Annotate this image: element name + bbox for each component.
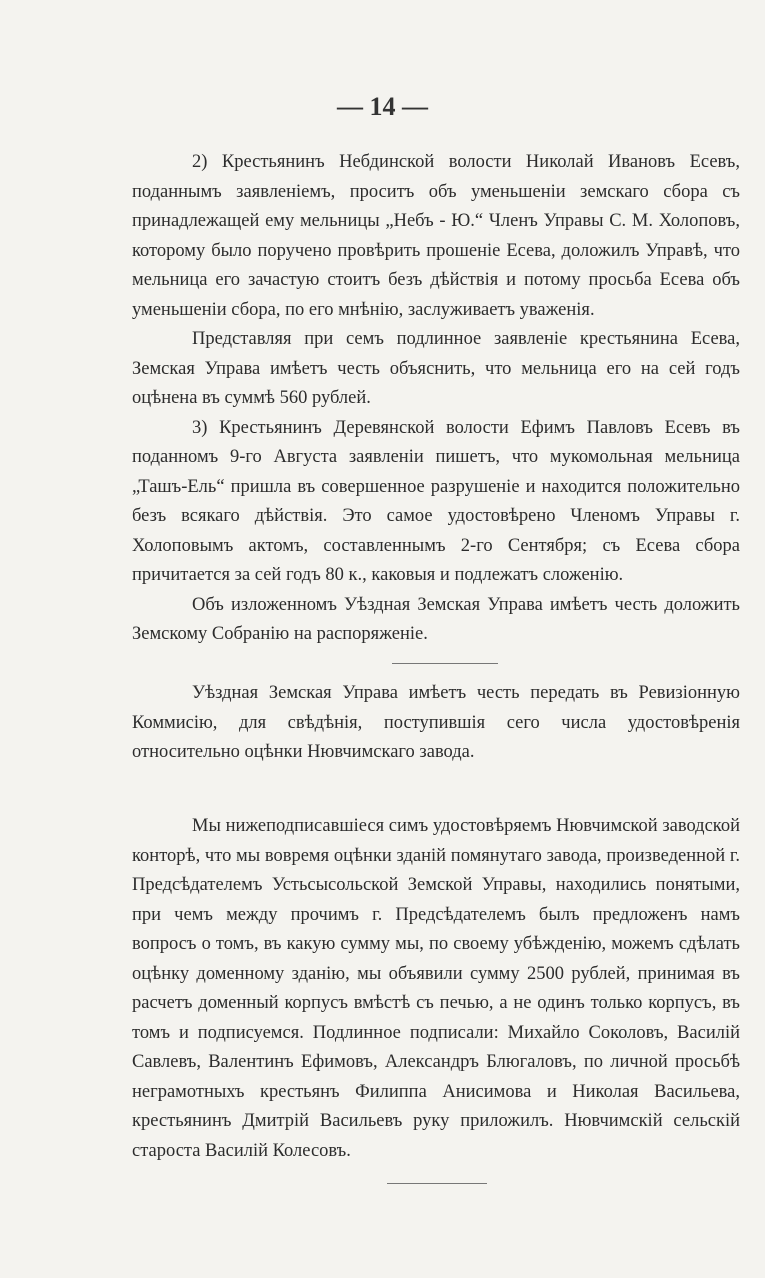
section-witness-certificate [132,812,740,1166]
paragraph-report-to-assembly: Объ изложенномъ Уѣздная Земская Управа имѣетъ честь доложить Земскому Собранію на распоряженіе. [132,594,740,644]
section-divider [392,663,498,664]
paragraph-petition-esev-derevyansk: 3) Крестьянинъ Деревянской волости Ефимъ Павловъ Есевъ въ поданномъ 9-го Августа заявленіи пишетъ, что мукомольная мельница „Ташъ-Ель“ пришла въ совершенное разрушеніе и находится положительно безъ всякаго дѣйствія. Это самое удостовѣрено Членомъ Управы г. Холоповымъ актомъ, составленнымъ 2-го Сентября; съ Есева сбора причитается за сей годъ 80 к., каковыя и подлежатъ сложенію. [132,417,740,585]
section-revision-commission [132,679,740,768]
paragraph-certificate-text: Мы нижеподписавшіеся симъ удостовѣряемъ Нювчимской заводской конторѣ, что мы вовремя оцѣнки зданій помянутаго завода, произведенной г. Предсѣдателемъ Устьсысольской Земской Управы, находились понятыми, при чемъ между прочимъ г. Предсѣдателемъ былъ предложенъ намъ вопросъ о томъ, въ какую сумму мы, по своему убѣжденію, можемъ сдѣлать оцѣнку доменному зданію, мы объявили сумму 2500 рублей, принимая въ расчетъ доменный корпусъ вмѣстѣ съ печью, а не одинъ только корпусъ, въ томъ и подписуемся. Подлинное подписали: Михайло Соколовъ, Василій Савлевъ, Валентинъ Ефимовъ, Александръ Блюгаловъ, по личной просьбѣ неграмотныхъ крестьянъ Филиппа Анисимова и Николая Васильева, крестьянинъ Дмитрій Васильевъ руку приложилъ. Нювчимскій сельскій староста Василій Колесовъ. [132,816,740,1161]
paragraph-mill-valuation: Представляя при семъ подлинное заявленіе крестьянина Есева, Земская Управа имѣетъ честь объяснить, что мельница его на сей годъ оцѣнена въ суммѣ 560 рублей. [132,329,740,408]
paragraph-petition-esev-nebdinsk: 2) Крестьянинъ Небдинской волости Николай Ивановъ Есевъ, поданнымъ заявленіемъ, проситъ объ уменьшеніи земскаго сбора съ принадлежащей ему мельницы „Небъ - Ю.“ Членъ Управы С. М. Холоповъ, которому было поручено провѣрить прошеніе Есева, доложилъ Управѣ, что мельница его зачастую стоитъ безъ дѣйствія и потому просьба Есева объ уменьшеніи сбора, по его мнѣнію, заслуживаетъ уваженія. [132,152,740,320]
paragraph-commission-transfer: Уѣздная Земская Управа имѣетъ честь передать въ Ревизіонную Коммисію, для свѣдѣнія, поступившія сего числа удостовѣренія относительно оцѣнки Нювчимскаго завода. [132,683,740,762]
section-mill-petitions [132,148,740,650]
page-number: — 14 — [337,92,428,121]
end-divider [387,1183,487,1184]
